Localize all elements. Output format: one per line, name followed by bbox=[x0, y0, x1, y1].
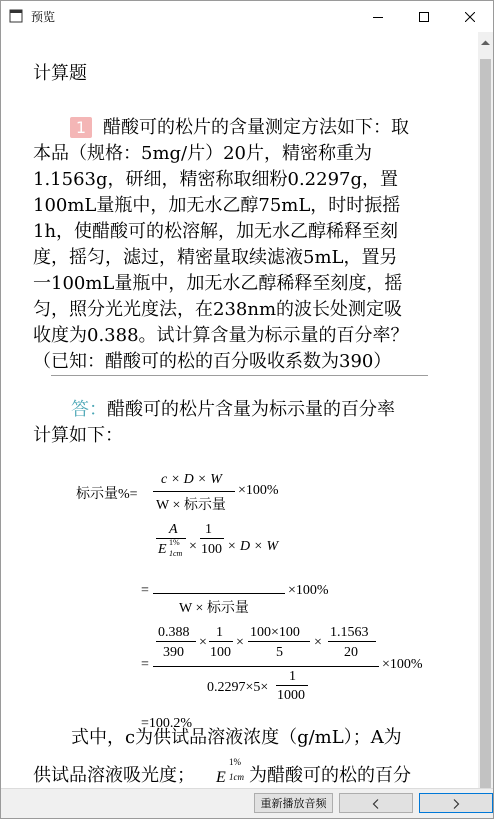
question-line: 度，摇匀，滤过，精密量取续滤液5mL，置另 bbox=[33, 247, 398, 268]
formula-3-f: 5 bbox=[276, 645, 283, 660]
formula-3-den-den: 1000 bbox=[277, 688, 305, 703]
question-line: 本品（规格：5mg/片）20片，精密称重为 bbox=[33, 143, 373, 164]
explain-part: 为醋酸可的松的百分 bbox=[249, 765, 411, 786]
times-sign: × bbox=[314, 635, 322, 650]
formula-3-e: 100×100 bbox=[250, 625, 300, 640]
question-line: 100mL量瓶中，加无水乙醇75mL，时时振摇 bbox=[33, 195, 401, 216]
formula-3-h: 20 bbox=[344, 645, 358, 660]
equals-sign: = bbox=[141, 583, 149, 598]
replay-audio-button[interactable]: 重新播放音频 bbox=[254, 793, 333, 813]
question-line: 收度为0.388。试计算含量为标示量的百分率？ bbox=[33, 325, 409, 346]
maximize-button[interactable] bbox=[401, 1, 447, 32]
chevron-left-icon bbox=[372, 799, 380, 809]
prev-button[interactable] bbox=[339, 793, 413, 813]
formula-3-b: 390 bbox=[163, 645, 184, 660]
explain-sub: 1cm bbox=[229, 772, 244, 782]
section-heading: 计算题 bbox=[33, 63, 87, 84]
answer-text: 醋酸可的松片含量为标示量的百分率 bbox=[107, 399, 395, 420]
minimize-icon bbox=[373, 12, 383, 22]
formula-2-sup: 1% bbox=[169, 538, 180, 547]
fraction-bar bbox=[328, 641, 376, 642]
formula-3-c: 1 bbox=[216, 625, 223, 640]
formula-lhs: 标示量%= bbox=[76, 487, 138, 502]
chevron-right-icon bbox=[452, 799, 460, 809]
question-number-badge bbox=[70, 117, 92, 138]
fraction-bar bbox=[276, 685, 308, 686]
app-icon bbox=[9, 9, 23, 23]
explain-line-2 bbox=[33, 764, 195, 788]
fraction-bar bbox=[209, 641, 233, 642]
formula-2-times100: ×100% bbox=[288, 583, 329, 598]
question-line: 醋酸可的松片的含量测定方法如下：取 bbox=[103, 117, 409, 138]
fraction-bar bbox=[156, 641, 196, 642]
fraction-bar bbox=[153, 593, 285, 594]
close-button[interactable] bbox=[447, 1, 493, 32]
maximize-icon bbox=[419, 12, 429, 22]
title-bar bbox=[1, 1, 493, 32]
formula-1-times100: ×100% bbox=[238, 483, 279, 498]
formula-2-tail: × D × W bbox=[227, 539, 279, 554]
explain-part: 供试品溶液吸光度； bbox=[33, 765, 195, 786]
question-line: 1.1563g，研细，精密称取细粉0.2297g，置 bbox=[33, 169, 399, 190]
times-sign: × bbox=[189, 539, 197, 554]
divider bbox=[51, 375, 428, 376]
question-line: 1h，使醋酸可的松溶解，加无水乙醇稀释至刻 bbox=[33, 221, 399, 242]
explain-E: E bbox=[216, 769, 226, 786]
formula-2-A: A bbox=[169, 522, 178, 537]
formula-3-d: 100 bbox=[210, 645, 231, 660]
fraction-bar bbox=[153, 666, 379, 667]
vertical-scrollbar[interactable] bbox=[478, 32, 493, 788]
question-line: （已知：醋酸可的松的百分吸收系数为390） bbox=[33, 351, 392, 372]
equals-sign: = bbox=[141, 657, 149, 672]
formula-2-E: E bbox=[158, 542, 167, 557]
fraction-bar bbox=[248, 641, 310, 642]
preview-content bbox=[1, 32, 478, 788]
window-title: 预览 bbox=[31, 10, 56, 24]
formula-1-denominator: W × 标示量 bbox=[156, 498, 226, 513]
explain-sup: 1% bbox=[229, 757, 241, 767]
answer-line: 计算如下： bbox=[33, 425, 123, 446]
formula-3-denominator: 0.2297×5× bbox=[207, 680, 269, 695]
scrollbar-thumb[interactable] bbox=[480, 59, 491, 795]
times-sign: × bbox=[236, 635, 244, 650]
formula-2-sub: 1cm bbox=[169, 549, 183, 558]
formula-3-times100: ×100% bbox=[382, 657, 423, 672]
fraction-bar bbox=[200, 538, 224, 539]
formula-2-denominator: W × 标示量 bbox=[179, 601, 249, 616]
formula-1-numerator: c × D × W bbox=[161, 472, 222, 487]
formula-result: =100.2% bbox=[141, 716, 193, 731]
formula-2-one: 1 bbox=[205, 522, 212, 537]
formula-3-a: 0.388 bbox=[158, 625, 190, 640]
fraction-bar bbox=[153, 491, 235, 492]
next-button[interactable] bbox=[419, 793, 493, 813]
times-sign: × bbox=[199, 635, 207, 650]
explain-line: 式中，c为供试品溶液浓度（g/mL）；A为 bbox=[71, 727, 402, 748]
minimize-button[interactable] bbox=[355, 1, 401, 32]
question-line: 匀，照分光光度法，在238nm的波长处测定吸 bbox=[33, 299, 403, 320]
bottom-bar bbox=[1, 788, 493, 819]
answer-label: 答： bbox=[71, 399, 107, 420]
question-number: 1 bbox=[75, 118, 87, 137]
formula-3-den-num: 1 bbox=[289, 669, 296, 684]
formula-3-g: 1.1563 bbox=[330, 625, 369, 640]
close-icon bbox=[465, 12, 475, 22]
question-line: 一100mL量瓶中，加无水乙醇稀释至刻度，摇 bbox=[33, 273, 403, 294]
formula-2-hundred: 100 bbox=[201, 542, 222, 557]
answer-first-line bbox=[71, 398, 395, 422]
scroll-up-icon[interactable] bbox=[481, 40, 490, 46]
